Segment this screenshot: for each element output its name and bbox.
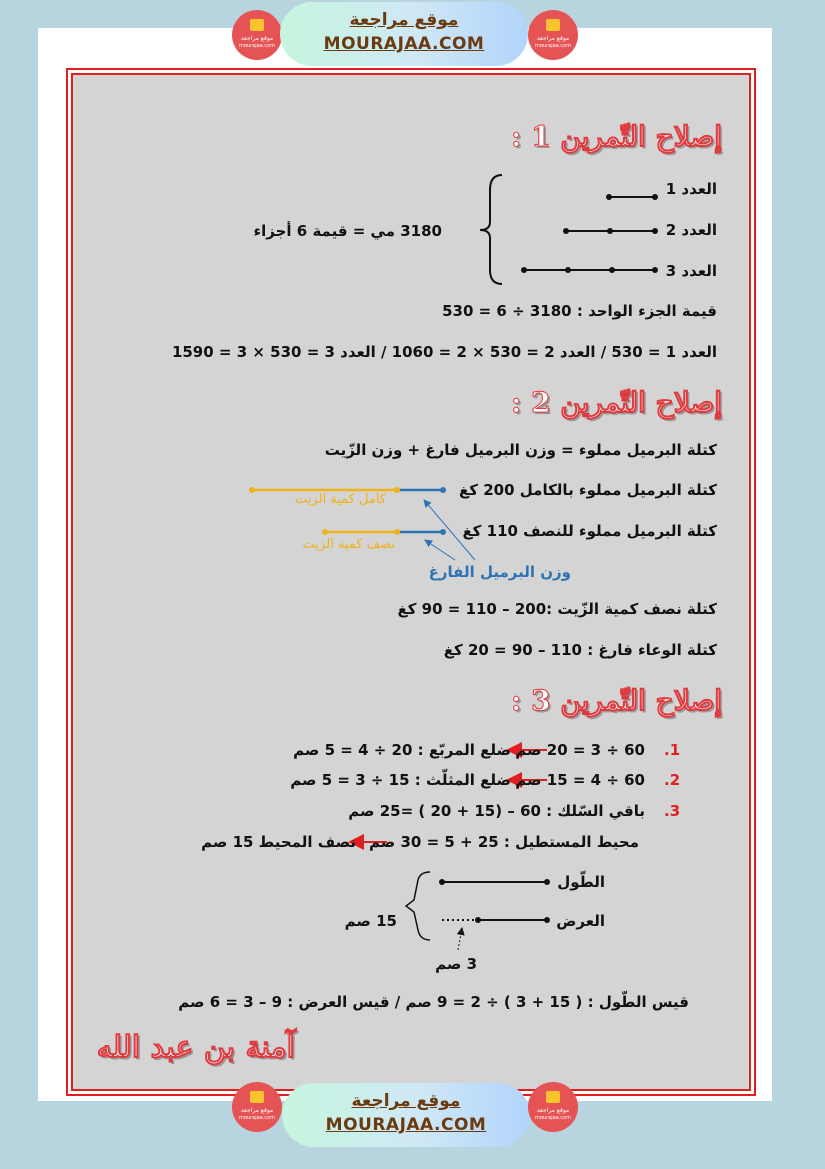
- half-oil-label: نصف كمية الزيت: [302, 537, 395, 552]
- full-oil-label: كامل كمية الزيت: [295, 492, 386, 507]
- site-logo-left[interactable]: موقع مراجعة mourajaa.com: [232, 10, 282, 60]
- item-number-3: .3: [664, 802, 681, 820]
- segment-width: [442, 917, 550, 923]
- item2-result: ضلع المثلّث : 15 ÷ 3 = 5 صم: [290, 771, 511, 789]
- number-label-1: العدد 1: [665, 180, 717, 198]
- segment-number-2: [563, 228, 658, 234]
- item3-calc: باقي السّلك : 60 – (15 + 20 ) =25 صم: [348, 802, 645, 820]
- item-number-1: .1: [664, 741, 681, 759]
- site-name-ar: موقع مراجعة: [351, 1091, 461, 1111]
- number-label-3: العدد 3: [665, 262, 717, 280]
- exercise3-heading: إصلاح التّمرين 3 :: [511, 684, 722, 717]
- bar-half-barrel: [322, 529, 446, 535]
- item1-result: ضلع المربّع : 20 ÷ 4 = 5 صم: [293, 741, 511, 759]
- total-value: 3180 مي = قيمة 6 أجزاء: [253, 222, 442, 240]
- segment-number-1: [606, 194, 658, 200]
- site-name-en: MOURAJAA.COM: [325, 1115, 487, 1135]
- final-answer: قيس الطّول : ( 15 + 3 ) ÷ 2 = 9 صم / قيس العرض : 9 – 3 = 6 صم: [178, 993, 689, 1011]
- site-logo-left-footer[interactable]: موقع مراجعة mourajaa.com: [232, 1082, 282, 1132]
- barrel-formula: كتلة البرميل مملوء = وزن البرميل فارغ + وزن الزّيت: [324, 441, 717, 459]
- segment-number-3: [521, 267, 658, 273]
- width-label: العرض: [556, 912, 605, 930]
- length-label: الطّول: [557, 873, 605, 891]
- half-barrel-mass: كتلة البرميل مملوء للنصف 110 كغ: [462, 522, 717, 540]
- perimeter-calc: محيط المستطيل : 25 + 5 = 30 صم: [369, 833, 639, 851]
- site-logo-right[interactable]: موقع مراجعة mourajaa.com: [528, 10, 578, 60]
- container-mass-line: كتلة الوعاء فارغ : 110 – 90 = 20 كغ: [443, 641, 717, 659]
- exercise1-heading: إصلاح التّمرين 1 :: [511, 120, 722, 153]
- segment-length: [439, 879, 550, 885]
- site-name-ar: موقع مراجعة: [349, 10, 459, 30]
- item1-calc: 60 ÷ 3 = 20 صم: [515, 741, 645, 759]
- item2-calc: 60 ÷ 4 = 15 صم: [515, 771, 645, 789]
- results-line: العدد 1 = 530 / العدد 2 = 530 × 2 = 1060 / العدد 3 = 530 × 3 = 1590: [171, 343, 717, 361]
- arrow-difference: [458, 928, 462, 950]
- exercise2-heading: إصلاح التّمرين 2 :: [511, 386, 722, 419]
- unit-value-line: قيمة الجزء الواحد : 3180 ÷ 6 = 530: [442, 302, 717, 320]
- full-barrel-mass: كتلة البرميل مملوء بالكامل 200 كغ: [459, 481, 717, 499]
- number-label-2: العدد 2: [665, 221, 717, 239]
- difference-label: 3 صم: [435, 955, 477, 973]
- half-perimeter: نصف المحيط 15 صم: [201, 833, 356, 851]
- site-logo-right-footer[interactable]: موقع مراجعة mourajaa.com: [528, 1082, 578, 1132]
- site-name-en: MOURAJAA.COM: [323, 34, 485, 54]
- sum-label: 15 صم: [344, 912, 397, 930]
- brace-exercise1: [480, 175, 502, 284]
- item-number-2: .2: [664, 771, 681, 789]
- empty-barrel-label: وزن البرميل الفارغ: [428, 563, 571, 581]
- arrow-empty-to-half: [425, 540, 455, 560]
- author-signature: آمنة بن عبد الله: [96, 1030, 295, 1065]
- half-oil-mass-line: كتلة نصف كمية الزّيت :200 – 110 = 90 كغ: [397, 600, 717, 618]
- brace-exercise3: [406, 872, 430, 940]
